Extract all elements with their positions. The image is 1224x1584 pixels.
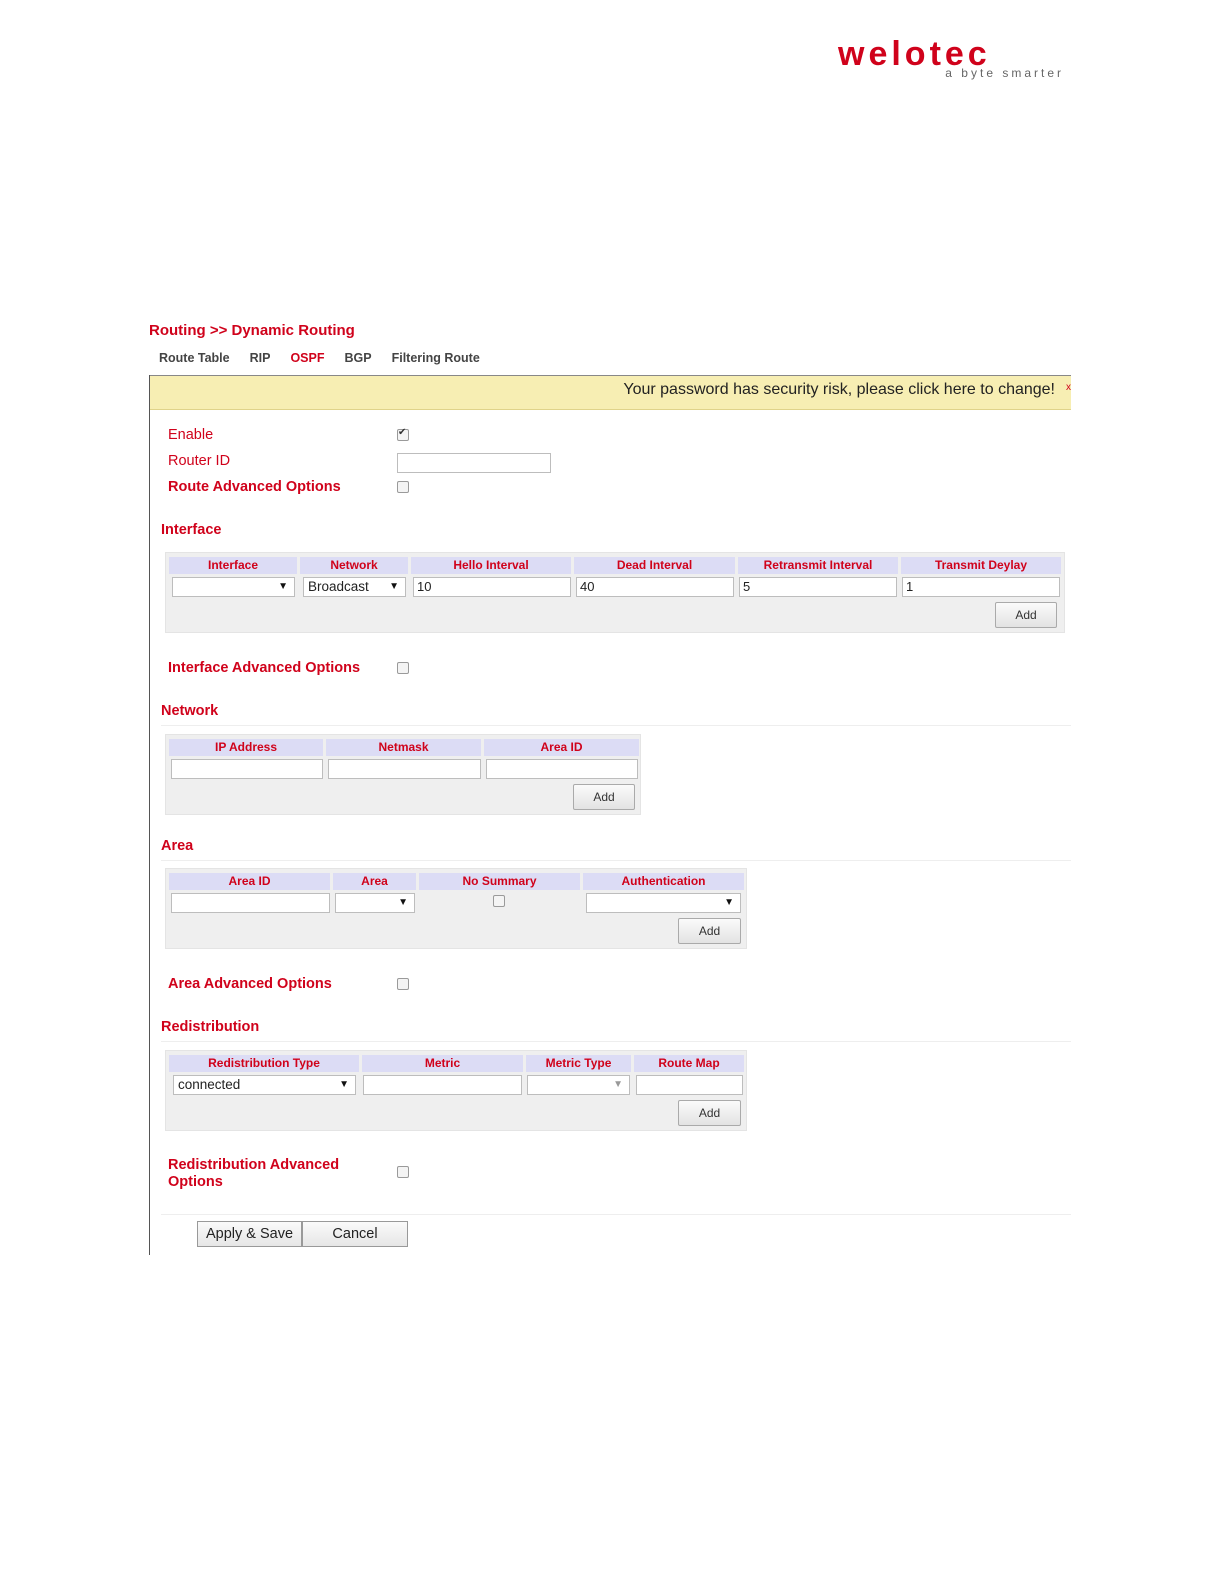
chevron-down-icon: ▼ <box>278 581 288 592</box>
redistribution-header-route-map: Route Map <box>634 1055 744 1072</box>
redistribution-header-type: Redistribution Type <box>169 1055 359 1072</box>
interface-add-button[interactable]: Add <box>995 602 1057 628</box>
retransmit-interval-input[interactable]: 5 <box>739 577 897 597</box>
redistribution-header-metric-type: Metric Type <box>526 1055 631 1072</box>
network-header-area-id: Area ID <box>484 739 639 756</box>
interface-advanced-options-checkbox[interactable] <box>397 662 409 674</box>
metric-input[interactable] <box>363 1075 522 1095</box>
network-type-select[interactable] <box>303 577 406 597</box>
close-icon[interactable]: x <box>1066 382 1071 393</box>
network-add-button[interactable]: Add <box>573 784 635 810</box>
interface-table <box>165 552 1065 633</box>
chevron-down-icon: ▼ <box>724 897 734 908</box>
network-netmask-input[interactable] <box>328 759 481 779</box>
chevron-down-icon: ▼ <box>389 581 399 592</box>
dead-interval-input[interactable]: 40 <box>576 577 734 597</box>
route-map-input[interactable] <box>636 1075 743 1095</box>
area-header-area-id: Area ID <box>169 873 330 890</box>
enable-label: Enable <box>168 427 214 443</box>
network-table <box>165 734 641 815</box>
area-type-select[interactable] <box>335 893 415 913</box>
network-ip-input[interactable] <box>171 759 323 779</box>
chevron-down-icon: ▼ <box>613 1079 623 1090</box>
authentication-select[interactable] <box>586 893 741 913</box>
area-table <box>165 868 747 949</box>
network-header-netmask: Netmask <box>326 739 481 756</box>
route-advanced-options-label: Route Advanced Options <box>168 479 341 495</box>
redistribution-type-value: connected <box>178 1077 241 1092</box>
chevron-down-icon: ▼ <box>339 1079 349 1090</box>
interface-header-network: Network <box>300 557 408 574</box>
interface-header-hello: Hello Interval <box>411 557 571 574</box>
hello-interval-input[interactable]: 10 <box>413 577 571 597</box>
password-warning-bar <box>150 375 1071 410</box>
password-warning-link[interactable]: Your password has security risk, please click here to change! <box>623 381 1055 398</box>
divider <box>161 1214 1071 1215</box>
divider <box>161 1041 1071 1042</box>
tab-rip[interactable]: RIP <box>249 351 271 365</box>
redistribution-add-button[interactable]: Add <box>678 1100 741 1126</box>
tab-filtering-route[interactable]: Filtering Route <box>391 351 480 365</box>
apply-save-button[interactable]: Apply & Save <box>197 1221 302 1247</box>
interface-select[interactable] <box>172 577 295 597</box>
no-summary-checkbox[interactable] <box>493 895 505 907</box>
tab-bgp[interactable]: BGP <box>344 351 372 365</box>
metric-type-select[interactable] <box>527 1075 630 1095</box>
transmit-delay-input[interactable]: 1 <box>902 577 1060 597</box>
company-logo <box>838 36 1074 86</box>
redistribution-table <box>165 1050 747 1131</box>
route-advanced-options-checkbox[interactable] <box>397 481 409 493</box>
interface-header-transmit: Transmit Deylay <box>901 557 1061 574</box>
cancel-button[interactable]: Cancel <box>302 1221 408 1247</box>
logo-tagline: a byte smarter <box>945 66 1064 80</box>
interface-advanced-options-label: Interface Advanced Options <box>168 660 361 676</box>
ospf-panel <box>149 375 1071 1255</box>
breadcrumb: Routing >> Dynamic Routing <box>149 322 355 339</box>
interface-header-retransmit: Retransmit Interval <box>738 557 898 574</box>
tab-ospf[interactable]: OSPF <box>290 351 325 365</box>
network-header-ip: IP Address <box>169 739 323 756</box>
interface-header-interface: Interface <box>169 557 297 574</box>
area-section-title: Area <box>161 838 194 854</box>
interface-header-dead: Dead Interval <box>574 557 735 574</box>
area-id-input[interactable] <box>171 893 330 913</box>
tab-bar <box>159 351 500 365</box>
area-advanced-options-label: Area Advanced Options <box>168 976 332 992</box>
redistribution-type-select[interactable] <box>173 1075 356 1095</box>
router-id-input[interactable] <box>397 453 551 473</box>
redistribution-advanced-options-checkbox[interactable] <box>397 1166 409 1178</box>
area-header-no-summary: No Summary <box>419 873 580 890</box>
redistribution-header-metric: Metric <box>362 1055 523 1072</box>
logo-wordmark: welotec <box>838 35 991 73</box>
divider <box>161 860 1071 861</box>
network-section-title: Network <box>161 703 219 719</box>
area-advanced-options-checkbox[interactable] <box>397 978 409 990</box>
area-add-button[interactable]: Add <box>678 918 741 944</box>
router-id-label: Router ID <box>168 453 231 469</box>
network-type-value: Broadcast <box>308 579 369 594</box>
chevron-down-icon: ▼ <box>398 897 408 908</box>
redistribution-advanced-options-label: Redistribution Advanced Options <box>168 1157 340 1190</box>
interface-section-title: Interface <box>161 522 222 538</box>
network-area-id-input[interactable] <box>486 759 638 779</box>
area-header-authentication: Authentication <box>583 873 744 890</box>
divider <box>161 725 1071 726</box>
tab-route-table[interactable]: Route Table <box>159 351 230 365</box>
enable-checkbox[interactable] <box>397 429 409 441</box>
area-header-area: Area <box>333 873 416 890</box>
redistribution-section-title: Redistribution <box>161 1019 260 1035</box>
